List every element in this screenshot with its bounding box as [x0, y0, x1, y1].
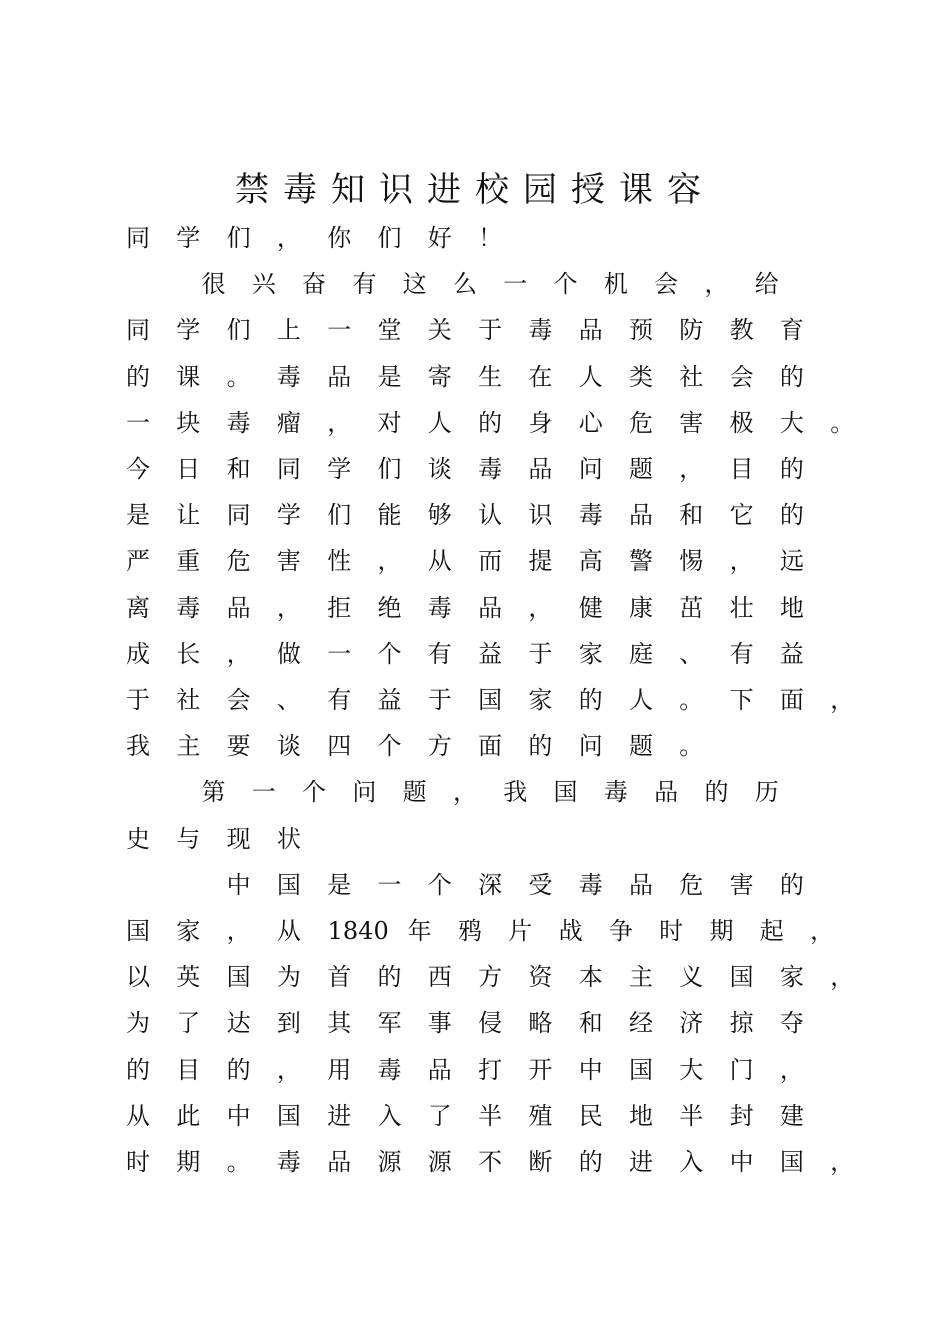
body-char: 殖: [528, 1101, 553, 1130]
body-char: ，: [377, 547, 402, 576]
body-char: 社: [679, 362, 704, 391]
body-char: 本: [578, 963, 603, 992]
body-char: 长: [176, 639, 201, 668]
body-char: 入: [679, 1148, 704, 1176]
body-char: 。: [226, 1148, 251, 1176]
body-char: 绝: [377, 593, 402, 622]
body-char: 极: [729, 408, 754, 437]
body-line: [130, 867, 850, 903]
body-char: 学: [327, 455, 352, 483]
body-char: 毒: [603, 778, 628, 807]
body-char: 面: [779, 686, 804, 714]
body-char: 题: [629, 455, 653, 483]
body-char: 毒: [578, 870, 603, 899]
body-char: 一: [126, 408, 150, 437]
body-char: 品: [327, 1148, 352, 1176]
body-char: 们: [226, 316, 251, 345]
body-char: 中: [578, 1055, 603, 1084]
body-char: 毒: [578, 501, 603, 530]
body-char: 们: [327, 501, 352, 530]
body-char: 争: [608, 917, 633, 945]
body-char: 们: [377, 455, 402, 483]
body-char: 拒: [327, 593, 352, 622]
body-char: 我: [503, 778, 528, 807]
body-char: 性: [327, 547, 352, 576]
body-char: 的: [126, 1055, 150, 1084]
body-line: [126, 913, 850, 949]
body-char: 了: [427, 1101, 452, 1130]
body-char: 毒: [176, 593, 201, 622]
body-char: 学: [276, 501, 301, 530]
body-char: 西: [427, 963, 452, 992]
body-char: 毒: [276, 362, 301, 391]
body-char: 源: [377, 1148, 402, 1176]
body-char: 会: [226, 686, 251, 714]
body-char: 我: [126, 732, 150, 761]
body-char: 们: [226, 224, 251, 252]
body-char: 的: [578, 686, 603, 714]
body-char: 状: [276, 824, 301, 853]
body-char: ，: [528, 593, 553, 622]
body-char: 高: [578, 547, 603, 576]
body-char: 。: [679, 732, 704, 761]
body-char: 是: [126, 501, 150, 530]
body-line: [126, 636, 850, 672]
body-char: 史: [126, 824, 150, 853]
body-char: 期: [176, 1148, 201, 1176]
body-char: 生: [478, 362, 503, 391]
body-line: [130, 266, 850, 302]
body-char: ，: [830, 686, 855, 714]
body-char: 的: [779, 362, 804, 391]
body-char: 品: [478, 593, 503, 622]
body-char: 到: [276, 1009, 301, 1038]
body-char: 的: [226, 1055, 251, 1084]
body-char: 源: [427, 1148, 452, 1176]
body-char: 从: [276, 917, 301, 945]
body-char: 品: [629, 501, 653, 530]
body-char: 奋: [302, 270, 327, 299]
body-char: 从: [126, 1101, 150, 1130]
body-line: [126, 1144, 855, 1180]
body-char: 和: [226, 455, 251, 483]
body-char: 下: [729, 686, 754, 714]
body-line: [126, 1098, 850, 1134]
body-line: [126, 220, 850, 256]
body-char: 。: [679, 686, 704, 714]
body-char: 侵: [478, 1009, 503, 1038]
body-line: [126, 497, 850, 533]
body-char: 四: [327, 732, 352, 761]
body-char: 国: [276, 1101, 301, 1130]
body-char: 益: [478, 639, 503, 668]
body-line: [126, 821, 850, 857]
body-char: 方: [478, 963, 503, 992]
body-char: 方: [427, 732, 452, 761]
body-char: ，: [830, 963, 855, 992]
body-char: ，: [327, 408, 352, 437]
body-char: 第: [201, 778, 226, 807]
body-char: 国: [126, 917, 150, 945]
body-char: 起: [759, 917, 784, 945]
body-char: 害: [729, 870, 754, 899]
body-char: 做: [276, 639, 301, 668]
body-char: 类: [629, 362, 653, 391]
body-char: 的: [478, 408, 503, 437]
body-char: 会: [729, 362, 754, 391]
body-char: 国: [729, 963, 754, 992]
body-line: [126, 451, 850, 487]
body-char: 断: [528, 1148, 553, 1176]
body-char: 提: [528, 547, 553, 576]
body-char: 品: [654, 778, 679, 807]
body-char: 国: [779, 1148, 804, 1176]
body-char: 和: [679, 501, 704, 530]
body-char: 打: [478, 1055, 503, 1084]
body-char: 于: [126, 686, 150, 714]
body-char: ，: [452, 778, 477, 807]
body-char: 而: [478, 547, 503, 576]
body-char: 害: [276, 547, 301, 576]
body-char: 危: [679, 870, 704, 899]
body-char: 地: [779, 593, 804, 622]
body-char: 的: [779, 455, 804, 483]
body-char: 国: [553, 778, 578, 807]
body-char: ，: [276, 1055, 301, 1084]
body-char: ！: [478, 224, 503, 252]
body-char: 要: [226, 732, 251, 761]
body-char: 个: [427, 870, 452, 899]
body-char: 掠: [729, 1009, 754, 1038]
body-char: 危: [226, 547, 251, 576]
body-char: 心: [578, 408, 603, 437]
body-char: 们: [377, 224, 402, 252]
body-char: 中: [226, 870, 251, 899]
body-char: ，: [276, 593, 301, 622]
body-char: 块: [176, 408, 201, 437]
body-char: 。: [226, 362, 251, 391]
body-char: 人: [578, 362, 603, 391]
body-char: 深: [478, 870, 503, 899]
body-char: 好: [427, 224, 452, 252]
body-char: 鸦: [457, 917, 482, 945]
body-char: 题: [629, 732, 653, 761]
body-char: 目: [729, 455, 754, 483]
body-char: 军: [377, 1009, 402, 1038]
body-char: 个: [377, 639, 402, 668]
body-char: 能: [377, 501, 402, 530]
body-char: ，: [729, 547, 754, 576]
body-line: [126, 728, 850, 764]
body-char: 的: [578, 1148, 603, 1176]
body-char: 此: [176, 1101, 201, 1130]
body-char: 是: [327, 870, 352, 899]
body-char: 够: [427, 501, 452, 530]
body-char: 夺: [779, 1009, 804, 1038]
body-char: 中: [729, 1148, 754, 1176]
body-char: 其: [327, 1009, 352, 1038]
body-char: 义: [679, 963, 704, 992]
body-line: [126, 590, 850, 626]
body-char: 于: [478, 316, 503, 345]
body-char: 问: [578, 455, 603, 483]
body-char: 了: [176, 1009, 201, 1038]
body-char: 资: [528, 963, 553, 992]
body-char: 庭: [629, 639, 653, 668]
body-char: 的: [704, 778, 729, 807]
body-char: 教: [729, 316, 754, 345]
body-char: 的: [779, 501, 804, 530]
body-char: 、: [679, 639, 704, 668]
body-char: 与: [176, 824, 201, 853]
body-line: [130, 774, 850, 810]
body-char: 题: [402, 778, 427, 807]
body-char: 在: [528, 362, 553, 391]
body-line: [126, 312, 850, 348]
body-char: 同: [126, 316, 150, 345]
body-char: 的: [377, 963, 402, 992]
body-char: 上: [276, 316, 301, 345]
body-char: 国: [629, 1055, 653, 1084]
body-char: 期: [709, 917, 734, 945]
body-char: 目: [176, 1055, 201, 1084]
body-char: 壮: [729, 593, 754, 622]
body-char: 茁: [679, 593, 704, 622]
body-char: 家: [528, 686, 553, 714]
body-char: 首: [327, 963, 352, 992]
body-char: 一: [327, 316, 352, 345]
body-char: 毒: [276, 1148, 301, 1176]
body-char: 。: [830, 408, 855, 437]
body-char: 谈: [427, 455, 452, 483]
body-char: 学: [176, 224, 201, 252]
body-char: 于: [427, 686, 452, 714]
body-char: 进: [629, 1148, 653, 1176]
body-char: 同: [276, 455, 301, 483]
body-char: 你: [327, 224, 352, 252]
body-char: 社: [176, 686, 201, 714]
body-char: 半: [478, 1101, 503, 1130]
body-char: 不: [478, 1148, 503, 1176]
body-char: 益: [377, 686, 402, 714]
body-char: 的: [126, 362, 150, 391]
body-char: 家: [176, 917, 201, 945]
body-char: 远: [779, 547, 804, 576]
body-char: 重: [176, 547, 201, 576]
body-char: 主: [629, 963, 653, 992]
body-char: 会: [654, 270, 679, 299]
body-char: ，: [779, 1055, 804, 1084]
body-char: 半: [679, 1101, 704, 1130]
body-char: 害: [679, 408, 704, 437]
body-line: [126, 1005, 850, 1041]
body-char: 国: [226, 963, 251, 992]
body-char: 达: [226, 1009, 251, 1038]
body-char: 家: [779, 963, 804, 992]
body-char: 谈: [276, 732, 301, 761]
body-char: 关: [427, 316, 452, 345]
body-char: 日: [176, 455, 201, 483]
body-char: 益: [779, 639, 804, 668]
body-char: 一: [503, 270, 528, 299]
body-char: 警: [629, 547, 653, 576]
body-char: 品: [578, 316, 603, 345]
body-char: 时: [126, 1148, 150, 1176]
body-char: 品: [629, 870, 653, 899]
body-char: 个: [377, 732, 402, 761]
body-char: 危: [629, 408, 653, 437]
body-char: 品: [427, 1055, 452, 1084]
body-char: ，: [276, 224, 301, 252]
body-char: 地: [629, 1101, 653, 1130]
body-char: 经: [629, 1009, 653, 1038]
body-char: 兴: [251, 270, 276, 299]
body-char: 人: [629, 686, 653, 714]
body-char: 么: [452, 270, 477, 299]
body-char: 康: [629, 593, 653, 622]
body-char: 识: [528, 501, 553, 530]
body-char: ，: [830, 1148, 855, 1176]
body-char: 入: [377, 1101, 402, 1130]
body-char: 为: [276, 963, 301, 992]
body-char: 严: [126, 547, 150, 576]
body-char: 对: [377, 408, 402, 437]
body-char: 片: [508, 917, 533, 945]
body-char: 于: [528, 639, 553, 668]
body-char: 为: [126, 1009, 150, 1038]
body-char: 济: [679, 1009, 704, 1038]
body-char: 防: [679, 316, 704, 345]
body-char: 用: [327, 1055, 352, 1084]
body-char: 健: [578, 593, 603, 622]
body-char: 离: [126, 593, 150, 622]
body-line: [126, 1052, 850, 1088]
body-char: 很: [201, 270, 226, 299]
body-char: 家: [578, 639, 603, 668]
body-char: 大: [679, 1055, 704, 1084]
body-char: 英: [176, 963, 201, 992]
body-char: 和: [578, 1009, 603, 1038]
body-char: 开: [528, 1055, 553, 1084]
body-char: 有: [427, 639, 452, 668]
body-char: 国: [276, 870, 301, 899]
body-char: 是: [377, 362, 402, 391]
body-char: 人: [427, 408, 452, 437]
body-char: 预: [629, 316, 653, 345]
body-char: 大: [779, 408, 804, 437]
body-line: [126, 359, 850, 395]
body-line: [126, 682, 855, 718]
body-char: 中: [226, 1101, 251, 1130]
body-char: 毒: [377, 1055, 402, 1084]
body-char: 封: [729, 1101, 754, 1130]
body-char: 建: [779, 1101, 804, 1130]
body-char: 略: [528, 1009, 553, 1038]
body-char: ，: [226, 639, 251, 668]
body-char: 年: [407, 917, 432, 945]
body-char: 一: [377, 870, 402, 899]
body-char: 的: [779, 870, 804, 899]
body-char: 今: [126, 455, 150, 483]
body-char: 同: [126, 224, 150, 252]
body-char: 面: [478, 732, 503, 761]
body-char: 这: [402, 270, 427, 299]
body-char: 现: [226, 824, 251, 853]
body-line: [126, 405, 855, 441]
body-char: 历: [754, 778, 779, 807]
body-line: [126, 543, 850, 579]
body-char: 有: [327, 686, 352, 714]
body-char: 毒: [478, 455, 503, 483]
body-char: 机: [603, 270, 628, 299]
body-char: 课: [176, 362, 201, 391]
body-char: 以: [126, 963, 150, 992]
body-char: ，: [226, 917, 251, 945]
body-line: [126, 959, 855, 995]
body-char: 有: [352, 270, 377, 299]
body-char: 战: [558, 917, 583, 945]
body-char: ，: [704, 270, 729, 299]
body-char: 一: [327, 639, 352, 668]
body-char: 身: [528, 408, 553, 437]
body-char: 受: [528, 870, 553, 899]
body-char: 品: [327, 362, 352, 391]
body-char: 给: [754, 270, 779, 299]
body-char: 堂: [377, 316, 402, 345]
body-char: 毒: [427, 593, 452, 622]
body-char: 民: [578, 1101, 603, 1130]
body-char: 的: [528, 732, 553, 761]
body-char: 成: [126, 639, 150, 668]
body-char: 让: [176, 501, 201, 530]
body-char: 寄: [427, 362, 452, 391]
body-char: 问: [578, 732, 603, 761]
body-char: 品: [226, 593, 251, 622]
body-char: 品: [528, 455, 553, 483]
body-char: 国: [478, 686, 503, 714]
body-char: 1840: [327, 917, 389, 945]
body-char: ，: [679, 455, 704, 483]
body-char: 惕: [679, 547, 704, 576]
body-char: 一: [251, 778, 276, 807]
body-char: ，: [810, 917, 835, 945]
body-char: 问: [352, 778, 377, 807]
body-char: 它: [729, 501, 754, 530]
body-char: 毒: [528, 316, 553, 345]
body-char: 同: [226, 501, 251, 530]
body-char: 时: [659, 917, 684, 945]
body-char: 毒: [226, 408, 251, 437]
body-char: 瘤: [276, 408, 301, 437]
body-char: 育: [779, 316, 804, 345]
body-char: 进: [327, 1101, 352, 1130]
body-char: 事: [427, 1009, 452, 1038]
body-char: 认: [478, 501, 503, 530]
body-char: 个: [302, 778, 327, 807]
body-char: 有: [729, 639, 754, 668]
body-char: 主: [176, 732, 201, 761]
body-char: 、: [276, 686, 301, 714]
body-char: 门: [729, 1055, 754, 1084]
body-char: 从: [427, 547, 452, 576]
body-char: 个: [553, 270, 578, 299]
document-title: 禁毒知识进校园授课容: [235, 170, 715, 210]
body-char: 学: [176, 316, 201, 345]
